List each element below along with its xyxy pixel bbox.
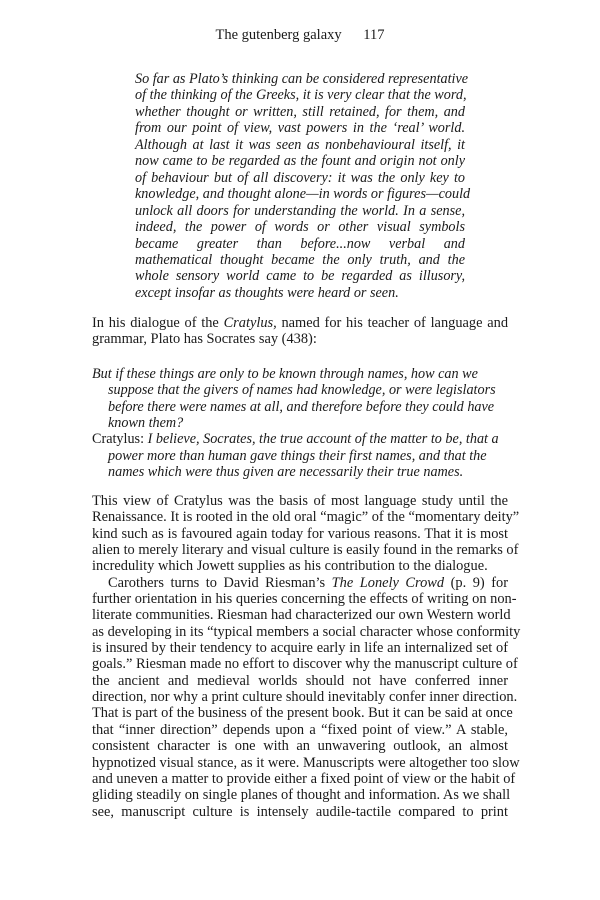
quote-line: So far as Plato’s thinking can be considered representative xyxy=(135,71,469,87)
paragraph-line: further orientation in his queries concerning the effects of writing on non- xyxy=(92,591,517,608)
paragraph-line: That is part of the business of the present book. But it can be said at once xyxy=(92,705,513,722)
socrates-line: suppose that the givers of names had knowledge, or were legislators xyxy=(108,382,496,399)
quote-line: Although at last it was seen as nonbehavioural itself, it xyxy=(135,136,465,153)
text-run: named for his teacher of language and xyxy=(276,315,509,331)
quote-line: became greater than before...now verbal and xyxy=(135,235,465,252)
quote-line: whole sensory world came to be regarded as illusory, xyxy=(135,268,465,285)
paragraph-line: incredulity which Jowett supplies as his contribution to the dialogue. xyxy=(92,558,488,575)
quote-line: of behaviour but of all discovery: it was the only key to xyxy=(135,169,465,186)
book-title: The gutenberg galaxy xyxy=(215,27,342,43)
paragraph-line: literate communities. Riesman had characterized our own Western world xyxy=(92,607,511,624)
quote-line: except insofar as thoughts were heard or seen. xyxy=(135,284,399,301)
paragraph-line: Renaissance. It is rooted in the old oral “magic” of the “momentary deity” xyxy=(92,509,520,526)
socrates-line: But if these things are only to be known through names, how can we xyxy=(92,366,478,382)
quote-line: unlock all doors for understanding the world. In a sense, xyxy=(135,202,465,219)
block-quote xyxy=(135,71,471,301)
quote-line: indeed, the power of words or other visual symbols xyxy=(135,219,465,236)
paragraph-line: as developing in its “typical members a social character whose conformity xyxy=(92,623,521,640)
text-run: I believe, Socrates, the true account of the matter to be, that a xyxy=(147,431,499,448)
cratylus-line xyxy=(92,431,508,447)
paragraph-line: alien to merely literary and visual culture is easily found in the remarks of xyxy=(92,542,519,559)
running-header xyxy=(0,26,600,44)
paragraph-line: kind such as is favoured again today for various reasons. That it is most xyxy=(92,525,508,542)
paragraph-line: is insured by their tendency to acquire early in life an internalized set of xyxy=(92,640,508,657)
text-run: In his dialogue of the xyxy=(92,315,224,331)
cratylus-line: names which were thus given are necessarily their true names. xyxy=(108,464,464,481)
paragraph-line xyxy=(92,315,508,331)
quote-line: from our point of view, vast powers in the ‘real’ world. xyxy=(135,120,465,137)
paragraph-line: the ancient and medieval worlds should not have conferred inner xyxy=(92,672,508,689)
page-number: 117 xyxy=(363,27,385,43)
paragraph-line: consistent character is one with an unwavering outlook, an almost xyxy=(92,738,508,755)
quote-line: mathematical thought became the only truth, and the xyxy=(135,251,465,268)
paragraph-line: direction, nor why a print culture should inevitably confer inner direction. xyxy=(92,689,518,706)
socrates-line: before there were names at all, and therefore before they could have xyxy=(108,398,495,415)
quote-line: now came to be regarded as the fount and origin not only xyxy=(135,153,465,170)
dialogue-excerpt xyxy=(92,366,508,480)
quote-line: whether thought or written, still retained, for them, and xyxy=(135,103,465,120)
paragraph-line: This view of Cratylus was the basis of most language study until the xyxy=(92,493,508,509)
work-title-lonely-crowd: The Lonely Crowd xyxy=(331,574,445,591)
paragraph-body xyxy=(92,493,521,820)
paragraph-line: and uneven a matter to provide either a fixed point of view or the habit of xyxy=(92,770,516,787)
text-run: Carothers turns to David Riesman’s xyxy=(108,574,332,591)
quote-line: of the thinking of the Greeks, it is very clear that the word, xyxy=(135,87,467,104)
paragraph-line: goals.” Riesman made no effort to discover why the manuscript culture of xyxy=(92,656,518,673)
paragraph-line xyxy=(92,575,508,591)
paragraph-line: see, manuscript culture is intensely audile-tactile compared to print xyxy=(92,803,508,820)
work-title-cratylus: Cratylus, xyxy=(223,315,277,331)
paragraph-cratylus-intro xyxy=(92,315,508,348)
paragraph-line: grammar, Plato has Socrates say (438): xyxy=(92,331,317,348)
socrates-line: known them? xyxy=(108,415,184,432)
quote-line: knowledge, and thought alone—in words or figures—could xyxy=(135,186,471,203)
paragraph-line: gliding steadily on single planes of thought and information. As we shall xyxy=(92,787,511,804)
paragraph-line: that “inner direction” depends upon a “fixed point of view.” A stable, xyxy=(92,721,508,738)
cratylus-line: power more than human gave things their first names, and that the xyxy=(108,447,487,464)
paragraph-line: hypnotized visual stance, as it were. Manuscripts were altogether too slow xyxy=(92,754,520,771)
text-run: (p. 9) for xyxy=(444,574,508,591)
speaker-label: Cratylus: xyxy=(92,431,148,448)
